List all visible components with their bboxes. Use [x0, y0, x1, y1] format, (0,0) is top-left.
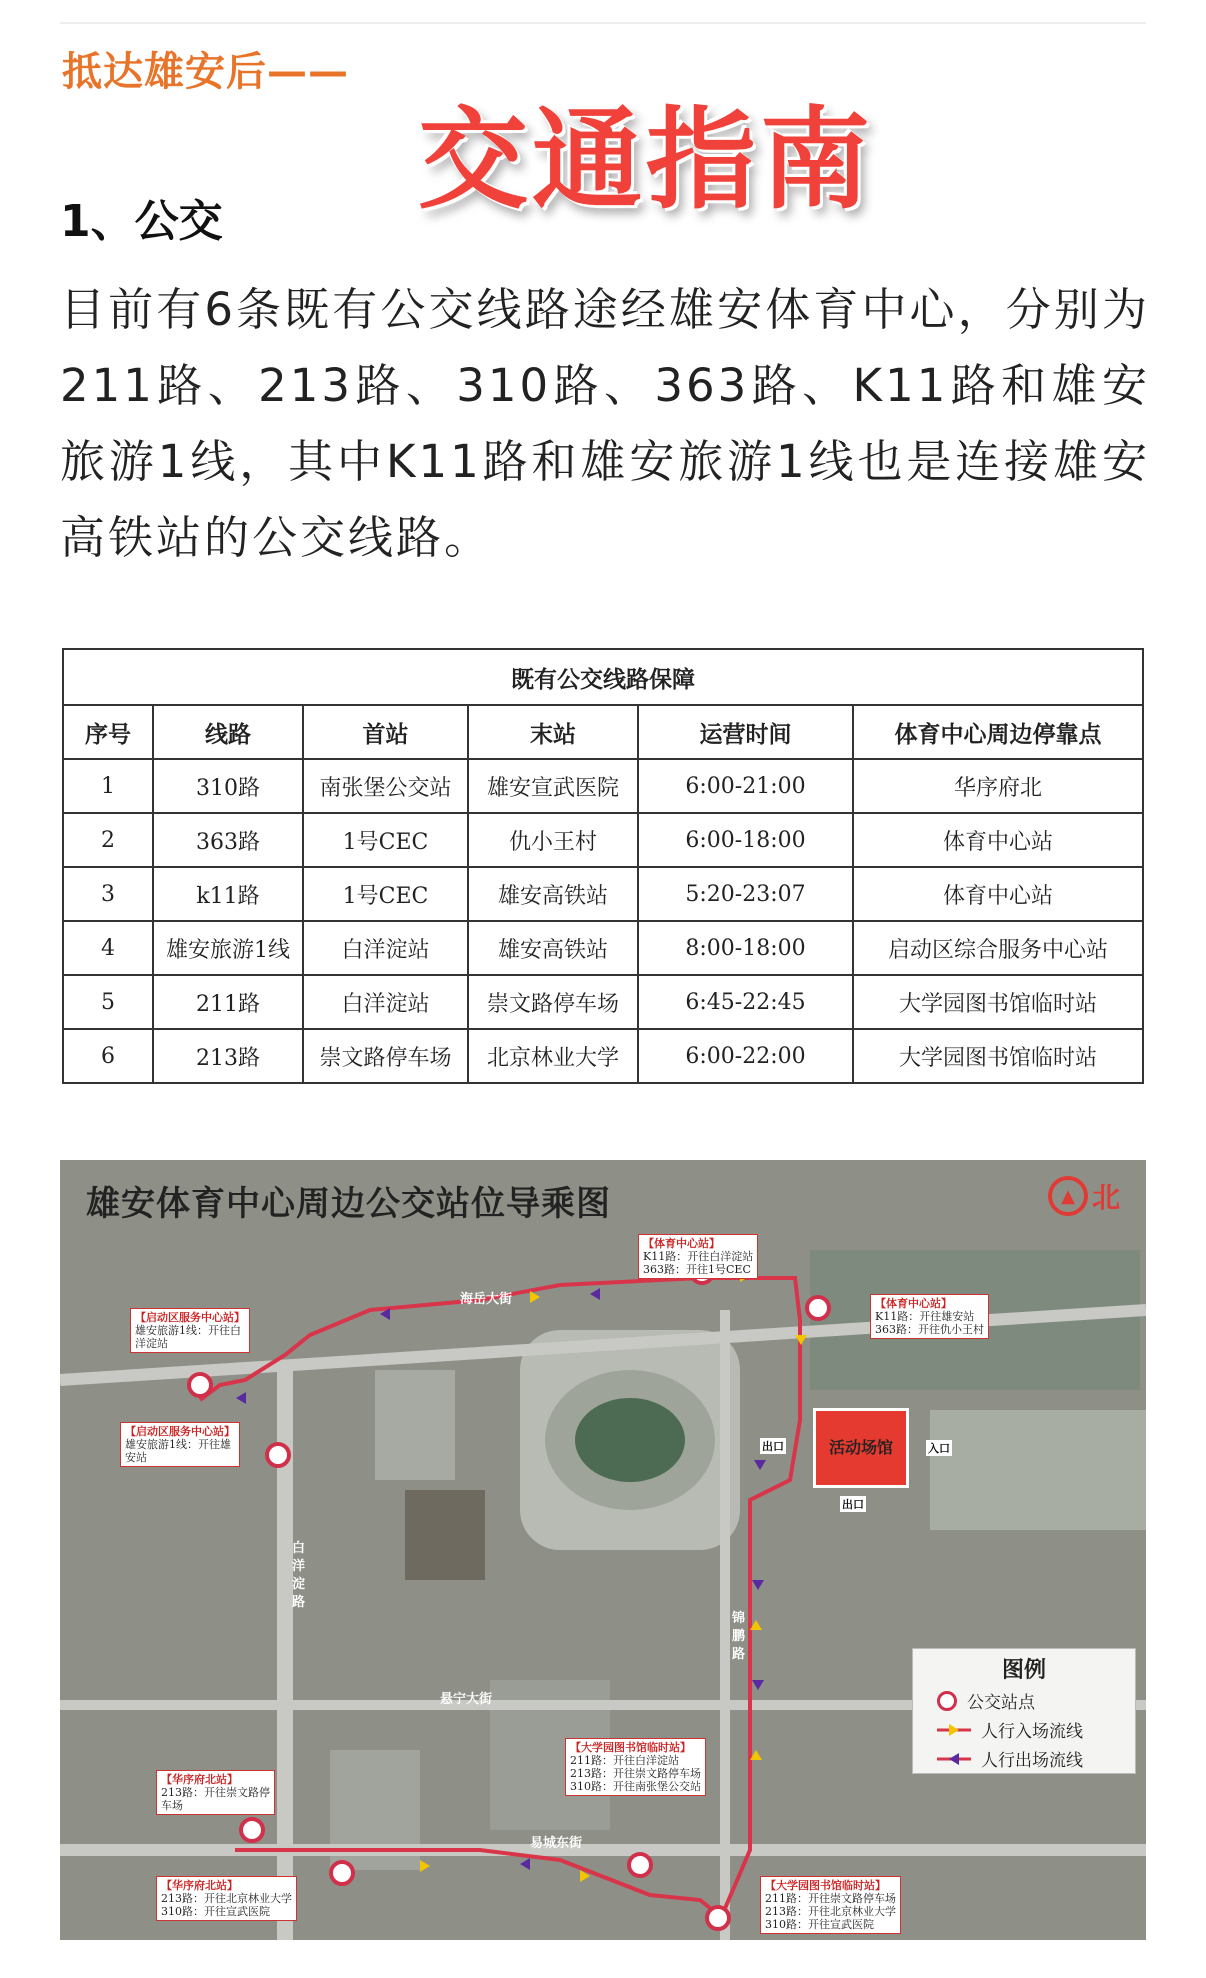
outbound-arrow-icon: [937, 1752, 971, 1766]
cell: 体育中心站: [853, 867, 1143, 921]
stop-callout: 【大学园图书馆临时站】 211路：开往崇文路停车场 213路：开往北京林业大学 310路：开往宣武医院: [760, 1876, 901, 1934]
stop-callout: 【启动区服务中心站】 雄安旅游1线：开往白 洋淀站: [130, 1308, 250, 1353]
map-graphic: [60, 1160, 1146, 1940]
table-row: [63, 813, 1143, 867]
road-label: 易城东街: [530, 1836, 583, 1851]
col-header: 序号: [63, 705, 153, 759]
section-title: 1、公交: [60, 196, 223, 247]
north-indicator: [1048, 1176, 1120, 1216]
col-header: 体育中心周边停靠点: [853, 705, 1143, 759]
stop-callout: 【大学园图书馆临时站】 211路：开往白洋淀站 213路：开往崇文路停车场 310路：开往南张堡公交站: [565, 1738, 706, 1796]
cell: k11路: [153, 867, 303, 921]
legend-title: 图例: [1001, 1657, 1046, 1683]
legend-item: 人行入场流线: [937, 1717, 1135, 1742]
table-row: [63, 867, 1143, 921]
bus-stop-icon: [807, 1297, 829, 1319]
stop-callout: 【华序府北站】 213路：开往崇文路停 车场: [156, 1770, 275, 1815]
stop-callout: 【华序府北站】 213路：开往北京林业大学 310路：开往宣武医院: [156, 1876, 297, 1921]
legend-item: 人行出场流线: [937, 1746, 1135, 1771]
table-row: [63, 1029, 1143, 1083]
cell: 雄安旅游1线: [153, 921, 303, 975]
cell: 6:00-22:00: [638, 1029, 853, 1083]
bus-stop-icon: [331, 1862, 353, 1884]
col-header: 末站: [468, 705, 638, 759]
table-row: [63, 921, 1143, 975]
table-row: [63, 975, 1143, 1029]
table-caption: 既有公交线路保障: [63, 649, 1143, 705]
cell: 崇文路停车场: [468, 975, 638, 1029]
bus-stop-icon: [707, 1907, 729, 1929]
road-label: 锦鹏路: [732, 1611, 746, 1662]
cell: 2: [63, 813, 153, 867]
cell: 雄安宣武医院: [468, 759, 638, 813]
cell: 6: [63, 1029, 153, 1083]
cell: 启动区综合服务中心站: [853, 921, 1143, 975]
cell: 大学园图书馆临时站: [853, 1029, 1143, 1083]
cell: 白洋淀站: [303, 975, 468, 1029]
cell: 6:00-18:00: [638, 813, 853, 867]
cell: 崇文路停车场: [303, 1029, 468, 1083]
kicker-title: 抵达雄安后——: [62, 49, 349, 95]
cell: 363路: [153, 813, 303, 867]
bus-stop-map: [60, 1160, 1146, 1940]
cell: 211路: [153, 975, 303, 1029]
cell: 6:45-22:45: [638, 975, 853, 1029]
bus-stop-icon: [241, 1819, 263, 1841]
map-legend: [912, 1648, 1136, 1774]
cell: 1号CEC: [303, 867, 468, 921]
legend-item: 公交站点: [937, 1688, 1135, 1713]
cell: 雄安高铁站: [468, 921, 638, 975]
cell: 5: [63, 975, 153, 1029]
bus-stop-icon: [189, 1374, 211, 1396]
compass-icon: ▲: [1048, 1176, 1088, 1216]
cell: 5:20-23:07: [638, 867, 853, 921]
entrance-label: 入口: [928, 1442, 950, 1455]
cell: 仇小王村: [468, 813, 638, 867]
headline: 交通指南: [418, 96, 874, 224]
cell: 南张堡公交站: [303, 759, 468, 813]
north-label: 北: [1091, 1181, 1120, 1214]
road-label: 悬宁大街: [440, 1692, 493, 1707]
cell: 1: [63, 759, 153, 813]
stop-callout: 【启动区服务中心站】 雄安旅游1线：开往雄 安站: [120, 1422, 240, 1467]
top-divider: [60, 22, 1146, 24]
venue-marker: 活动场馆: [813, 1408, 909, 1488]
bus-stop-icon: [937, 1691, 957, 1711]
cell: 6:00-21:00: [638, 759, 853, 813]
cell: 3: [63, 867, 153, 921]
cell: 白洋淀站: [303, 921, 468, 975]
stop-callout: 【体育中心站】 K11路：开往雄安站 363路：开往仇小王村: [870, 1294, 989, 1339]
map-title: 雄安体育中心周边公交站位导乘图: [86, 1184, 611, 1224]
intro-paragraph: 目前有6条既有公交线路途经雄安体育中心，分别为211路、213路、310路、363路、K11路和雄安旅游1线，其中K11路和雄安旅游1线也是连接雄安高铁站的公交线路。: [60, 283, 1150, 564]
exit-label: 出口: [762, 1440, 784, 1453]
cell: 310路: [153, 759, 303, 813]
cell: 华序府北: [853, 759, 1143, 813]
cell: 北京林业大学: [468, 1029, 638, 1083]
cell: 大学园图书馆临时站: [853, 975, 1143, 1029]
exit-label-south: 出口: [842, 1498, 864, 1511]
cell: 雄安高铁站: [468, 867, 638, 921]
cell: 4: [63, 921, 153, 975]
cell: 1号CEC: [303, 813, 468, 867]
table-row: [63, 759, 1143, 813]
col-header: 首站: [303, 705, 468, 759]
col-header: 运营时间: [638, 705, 853, 759]
cell: 213路: [153, 1029, 303, 1083]
cell: 8:00-18:00: [638, 921, 853, 975]
road-label: 海岳大街: [460, 1292, 513, 1307]
cell: 体育中心站: [853, 813, 1143, 867]
stop-callout: 【体育中心站】 K11路：开往白洋淀站 363路：开往1号CEC: [638, 1234, 758, 1279]
inbound-arrow-icon: [937, 1723, 971, 1737]
road-label: 白洋淀路: [292, 1541, 306, 1610]
table-header-row: [63, 705, 1143, 759]
bus-stop-icon: [629, 1854, 651, 1876]
bus-routes-table: [62, 648, 1144, 1084]
bus-stop-icon: [267, 1444, 289, 1466]
col-header: 线路: [153, 705, 303, 759]
